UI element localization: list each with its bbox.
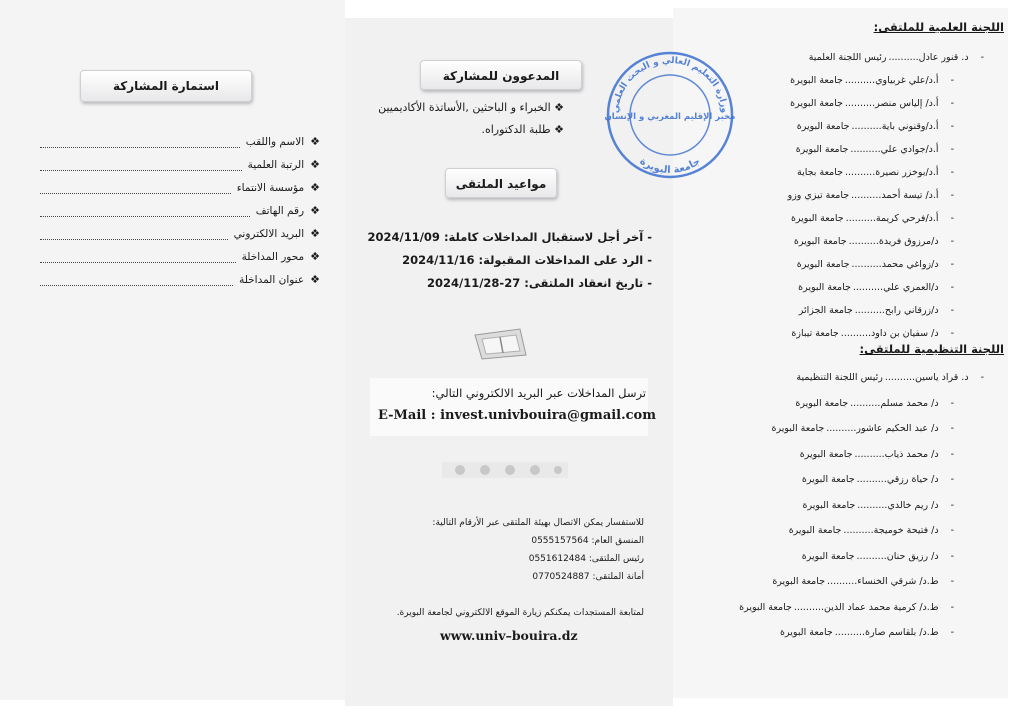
fill-line [40,231,228,240]
participation-form-title: استمارة المشاركة [80,70,252,102]
fill-line [40,277,233,286]
member-affiliation: جامعة البويرة [739,601,792,613]
committee-member [802,551,954,562]
diamond-bullet-icon: ❖ [310,135,320,148]
member-name: ط.د/ كرمية محمد عماد الدين [824,601,939,613]
dotted-leader: .......... [856,474,887,485]
member-name: د/ عبد الحكيم عاشور [856,423,939,434]
member-name: د/ فتيحة خوميجة [873,525,939,536]
social-icons-image [440,458,570,482]
member-dash: - [950,167,954,178]
member-affiliation: جامعة البويرة [795,144,849,155]
member-name: أ.د/فرحي كريمة [875,213,939,224]
member-name: د. قنور عادل [918,52,969,63]
form-field-paper-title: ❖ عنوان المداخلة [40,263,320,286]
member-affiliation: جامعة البويرة [788,525,842,536]
member-name: د/مرزوق فريدة [878,236,939,247]
committee-member [739,602,954,613]
dotted-leader: .......... [848,236,879,247]
diamond-bullet-icon: ❖ [310,204,320,217]
form-field-name: ❖ الاسم واللقب [40,125,320,148]
member-affiliation: جامعة تيزي وزو [787,190,850,201]
committee-member [799,305,954,316]
dotted-leader: .......... [884,372,916,383]
dotted-leader: .......... [826,423,857,434]
committee-member [802,474,954,485]
committee-member [794,236,954,247]
dotted-leader: .......... [851,121,882,132]
committee-member [771,423,954,434]
dotted-leader: .......... [854,305,885,316]
member-affiliation: جامعة البويرة [793,236,847,247]
member-name: أ.د/علي غربياوي [875,75,939,86]
dotted-leader: .......... [845,213,876,224]
committee-member [790,98,954,109]
dotted-leader: .......... [845,167,876,178]
email-address[interactable]: E-Mail : invest.univbouira@gmail.com [378,408,656,423]
member-affiliation: رئيس اللجنة العلمية [808,52,887,63]
member-dash: - [950,525,954,536]
dotted-leader: .......... [834,627,865,638]
committee-member [780,627,954,638]
email-intro: ترسل المداخلات عبر البريد الالكتروني التالي: [431,386,646,400]
fill-line [40,162,242,171]
member-name: د/ محمد مسلم [880,397,939,409]
member-name: أ.د/ إلياس منصر [875,98,939,109]
member-affiliation: جامعة البويرة [790,75,843,86]
contacts-intro: للاستفسار يمكن الاتصال بهيئة الملتقى عبر الأرقام التالية: [432,518,644,528]
scientific-committee-title: اللجنة العلمية للملتقى: [873,20,1004,34]
date-response: - الرد على المداخلات المقبولة: 2024/11/16 [402,253,652,267]
stamp-mid-text: مخبر الإقليم المغربي و الإنسان [604,112,736,122]
member-dash: - [950,144,954,155]
member-affiliation: جامعة البويرة [771,423,825,434]
committee-member [790,75,954,86]
participation-form-fields [40,125,320,286]
member-dash: - [950,627,954,638]
contact-conference-chair: رئيس الملتقى: 0551612484 [528,554,644,564]
member-name: د/زواغي محمد [881,259,939,270]
member-affiliation: جامعة البويرة [790,213,844,224]
member-dash: - [950,423,954,434]
dates-title: مواعيد الملتقى [445,168,557,198]
fill-line [40,185,231,194]
member-affiliation: جامعة البويرة [796,121,850,132]
committee-member [796,144,954,155]
fill-line [40,208,250,217]
member-dash: - [980,52,984,63]
member-affiliation: جامعة البويرة [795,397,849,409]
member-dash: - [980,372,984,383]
member-dash: - [950,397,954,409]
svg-text:وزارة التعليم العالي و البحث ا [611,56,729,114]
dotted-leader: .......... [854,448,885,460]
member-dash: - [950,448,954,460]
member-dash: - [950,236,954,247]
dotted-leader: .......... [850,397,881,409]
dotted-leader: .......... [850,144,881,155]
member-dash: - [950,259,954,270]
member-dash: - [950,190,954,201]
contact-general-coordinator: المنسق العام: 0555157564 [531,536,644,546]
dotted-leader: .......... [852,282,884,293]
form-field-institution: ❖ مؤسسة الانتماء [40,171,320,194]
dotted-leader: .......... [844,75,876,86]
diamond-bullet-icon: ❖ [310,273,320,286]
diamond-bullet-icon: ❖ [310,250,320,263]
member-affiliation: جامعة البويرة [799,448,853,460]
member-dash: - [950,474,954,485]
member-affiliation: جامعة البويرة [801,550,855,562]
committee-member [798,282,954,293]
member-affiliation: جامعة البويرة [801,474,855,485]
contact-secretariat: أمانة الملتقى: 0770524887 [532,572,644,582]
dotted-leader: .......... [793,601,825,613]
member-dash: - [950,282,954,293]
committee-member [788,190,954,201]
member-dash: - [950,98,954,109]
member-affiliation: جامعة البويرة [796,259,850,270]
organizing-committee-title: اللجنة التنظيمية للملتقى: [859,342,1004,356]
diamond-bullet-icon: ❖ [310,181,320,194]
member-affiliation: جامعة البويرة [780,627,833,638]
member-dash: - [950,550,954,562]
dotted-leader: .......... [840,328,871,339]
member-name: د/ حياة رزقي [886,474,939,485]
fill-line [40,254,236,263]
committee-member [797,121,954,132]
diamond-bullet-icon: ❖ [310,227,320,240]
member-name: أ.د/جوادي علي [880,144,939,155]
lab-stamp-icon [600,45,740,185]
invited-title: المدعوون للمشاركة [420,60,582,90]
panel-participation-form [0,0,345,700]
member-affiliation: رئيس اللجنة التنظيمية [796,372,883,383]
member-name: د. قراد ياسين [915,372,969,383]
member-affiliation: جامعة البويرة [790,98,843,109]
committee-member [789,525,954,536]
member-affiliation: جامعة البويرة [798,282,851,293]
committee-member [797,167,954,178]
dotted-leader: .......... [843,525,874,536]
date-deadline: - آخر أجل لاستقبال المداخلات كاملة: 2024/11/09 [367,230,652,244]
website-note: لمتابعة المستجدات يمكنكم زيارة الموقع الالكتروني لجامعة البويرة. [396,608,644,618]
member-name: د/ ريم خالدي [887,499,939,511]
diamond-bullet-icon: ❖ [550,123,564,136]
dotted-leader: .......... [851,190,882,201]
committee-member [809,52,984,63]
member-affiliation: جامعة البويرة [772,576,826,587]
member-dash: - [950,576,954,587]
stamp-bottom-text: جامعة البويرة [637,155,703,177]
committee-member [800,449,954,460]
form-field-rank: ❖ الرتبة العلمية [40,148,320,171]
form-field-phone: ❖ رقم الهاتف [40,194,320,217]
member-name: ط.د/ شرقي الخنساء [857,576,939,587]
website-url[interactable]: www.univ–bouira.dz [440,628,578,643]
email-logo-image [470,325,530,361]
committee-member [795,398,954,409]
member-dash: - [950,499,954,511]
member-dash: - [950,305,954,316]
member-name: ط.د/ بلقاسم صارة [864,627,939,638]
member-name: أ.د/بوخزر نصيرة [875,167,939,178]
member-dash: - [950,75,954,86]
member-dash: - [950,213,954,224]
invited-line-1: ❖ الخبراء و الباحثين ,الأساتذة الأكاديميين [378,101,564,114]
member-affiliation: جامعة البويرة [802,499,856,511]
member-dash: - [950,601,954,613]
member-dash: - [950,121,954,132]
committee-member [796,372,984,383]
dotted-leader: .......... [827,576,858,587]
member-affiliation: جامعة الجزائر [798,305,853,316]
dotted-leader: .......... [857,499,888,511]
dotted-leader: .......... [856,550,887,562]
member-name: د/ رزيق حنان [886,550,939,562]
member-name: د/العمري علي [883,282,939,293]
form-field-axis: ❖ محور المداخلة [40,240,320,263]
committee-member [803,500,954,511]
member-affiliation: جامعة بجاية [797,167,844,178]
committee-member [772,576,954,587]
stamp-top-text: وزارة التعليم العالي و البحث العلمي [610,55,730,114]
member-name: د/ سفيان بن داود [871,328,939,339]
member-name: أ.د/وقنوني باية [881,121,939,132]
committee-member [797,259,954,270]
member-name: أ.د/ تيسة أحمد [881,190,939,201]
dotted-leader: .......... [851,259,882,270]
form-field-email: ❖ البريد الالكتروني [40,217,320,240]
fill-line [40,139,240,148]
invited-line-2: ❖ طلبة الدكتوراه. [481,123,564,136]
committee-member [791,213,954,224]
dotted-leader: .......... [888,52,919,63]
member-name: د/زرقاني رابح [884,305,939,316]
dotted-leader: .......... [844,98,876,109]
committee-member [791,328,954,339]
diamond-bullet-icon: ❖ [550,101,564,114]
date-conference: - تاريخ انعقاد الملتقى: 27-2024/11/28 [426,276,652,290]
diamond-bullet-icon: ❖ [310,158,320,171]
member-dash: - [950,328,954,339]
member-name: د/ محمد ذياب [884,448,939,460]
member-affiliation: جامعة تيبازة [791,328,839,339]
